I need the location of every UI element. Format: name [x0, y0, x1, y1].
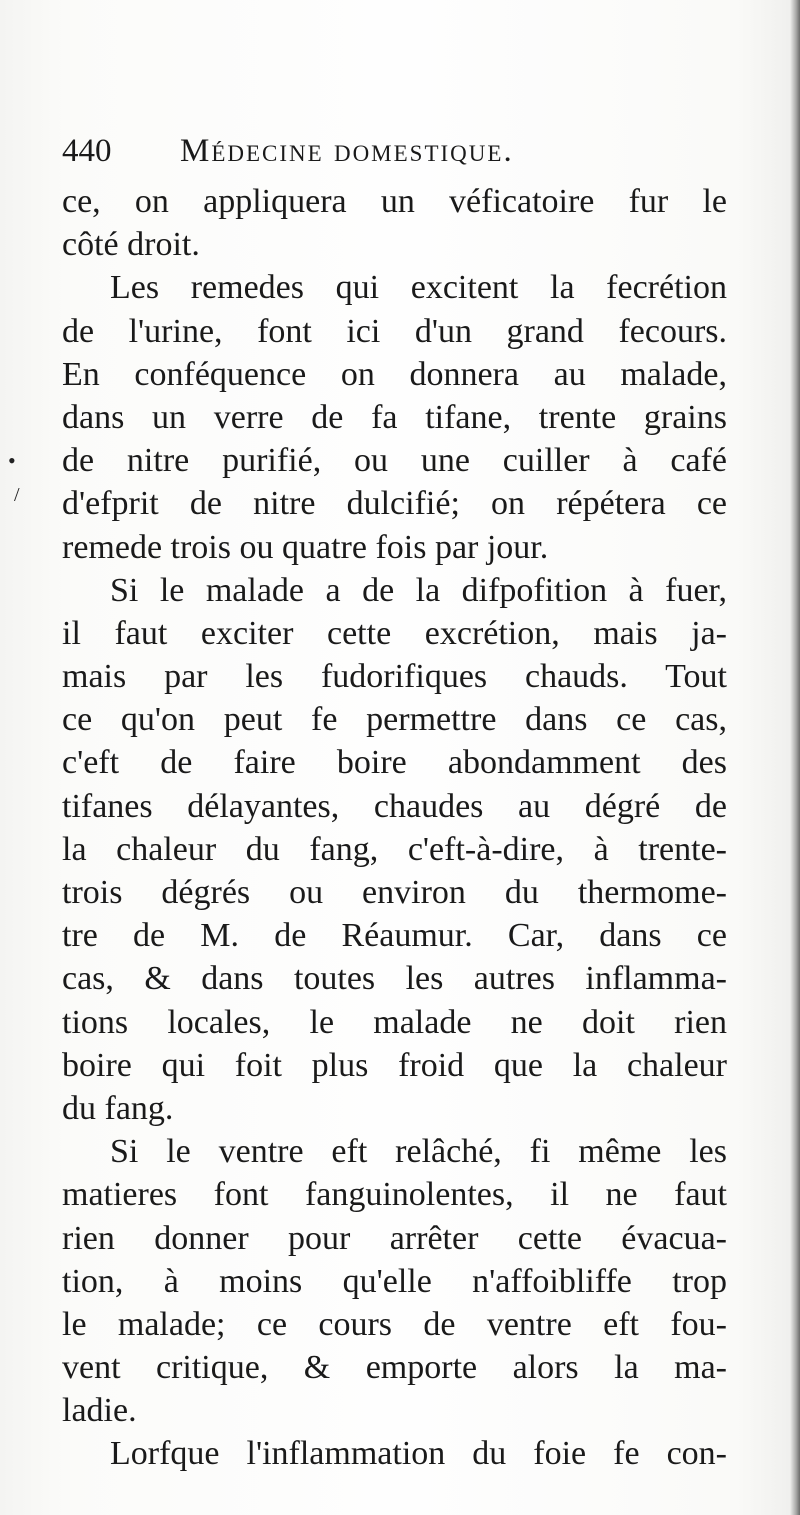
text-line: Lorfque l'inflammation du foie fe con- [110, 1435, 727, 1473]
running-title: Médecine domestique. [180, 133, 514, 169]
text-line: Les remedes qui excitent la fecrétion [110, 269, 727, 307]
text-line: tre de M. de Réaumur. Car, dans ce [62, 917, 727, 955]
text-line: remede trois ou quatre fois par jour. [62, 528, 549, 566]
text-line: du fang. [62, 1089, 174, 1127]
text-line: matieres font fanguinolentes, il ne faut [62, 1176, 727, 1214]
text-line: il faut exciter cette excrétion, mais ja- [62, 614, 727, 652]
text-line: côté droit. [62, 226, 200, 264]
text-line: En conféquence on donnera au malade, [62, 355, 727, 393]
text-line: trois dégrés ou environ du thermome- [62, 874, 727, 911]
text-line: dans un verre de fa tifane, trente grains [62, 398, 727, 436]
text-line: le malade; ce cours de ventre eft fou- [62, 1305, 727, 1343]
text-line: tions locales, le malade ne doit rien [62, 1003, 727, 1041]
margin-dot-mark: • [8, 448, 16, 473]
text-line: ce, on appliquera un véficatoire fur le [62, 183, 727, 220]
text-line: boire qui foit plus froid que la chaleur [62, 1046, 727, 1084]
body-text [62, 180, 727, 1476]
page-edge-shadow [790, 0, 800, 1515]
text-line: tion, à moins qu'elle n'affoibliffe trop [62, 1262, 727, 1300]
text-line: tifanes délayantes, chaudes au dégré de [62, 787, 727, 825]
page-number: 440 [62, 133, 112, 169]
text-line: c'eft de faire boire abondamment des [62, 744, 727, 782]
margin-slash-mark: / [14, 484, 20, 506]
text-line: cas, & dans toutes les autres inflamma- [62, 960, 727, 998]
running-header [62, 125, 722, 175]
text-line: Si le ventre eft relâché, fi même les [110, 1133, 727, 1171]
text-line: la chaleur du fang, c'eft-à-dire, à trente- [62, 830, 727, 868]
text-line: mais par les fudorifiques chauds. Tout [62, 658, 727, 696]
text-line: vent critique, & emporte alors la ma- [62, 1349, 727, 1387]
text-line: de l'urine, font ici d'un grand fecours. [62, 312, 727, 350]
text-line: Si le malade a de la difpofition à fuer, [110, 571, 727, 609]
text-line: de nitre purifié, ou une cuiller à café [62, 442, 727, 480]
text-line: d'efprit de nitre dulcifié; on répétera ce [62, 485, 727, 523]
text-line: ce qu'on peut fe permettre dans ce cas, [62, 701, 727, 739]
text-line: rien donner pour arrêter cette évacua- [62, 1219, 727, 1257]
text-line: ladie. [62, 1392, 137, 1430]
